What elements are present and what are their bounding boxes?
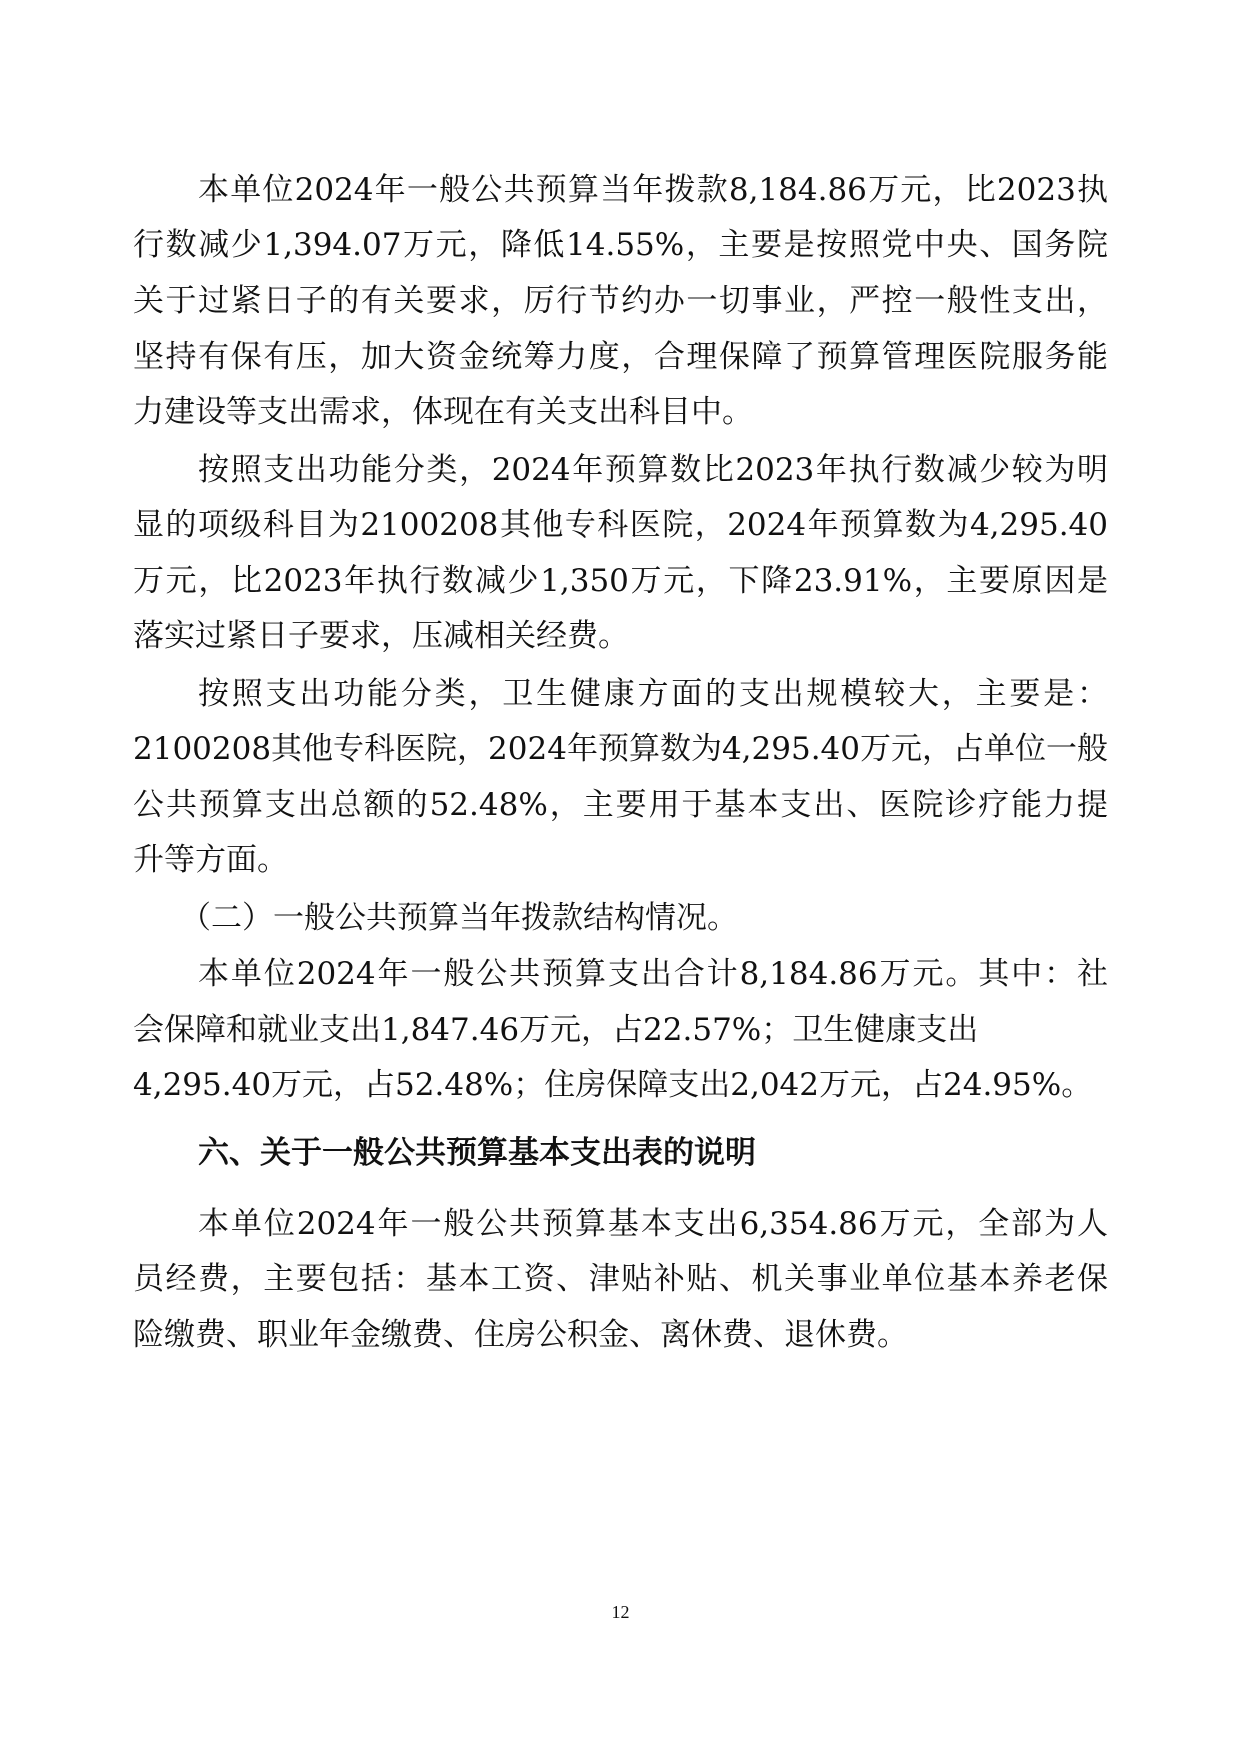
subsection-heading: （二）一般公共预算当年拨款结构情况。 — [180, 900, 738, 936]
paragraph-line: 关于过紧日子的有关要求，厉行节约办一切事业，严控一般性支出， — [133, 283, 1108, 319]
paragraph-line: 本单位2024年一般公共预算基本支出6,354.86万元，全部为人 — [198, 1206, 1108, 1242]
paragraph-line: 本单位2024年一般公共预算支出合计8,184.86万元。其中：社 — [198, 956, 1108, 992]
paragraph-line: 会保障和就业支出1,847.46万元，占22.57%；卫生健康支出 — [133, 1012, 979, 1048]
paragraph-line: 显的项级科目为2100208其他专科医院，2024年预算数为4,295.40 — [133, 507, 1108, 543]
paragraph-line: 按照支出功能分类，卫生健康方面的支出规模较大，主要是： — [198, 676, 1108, 712]
paragraph-line: 2100208其他专科医院，2024年预算数为4,295.40万元，占单位一般 — [133, 731, 1108, 767]
paragraph-line: 险缴费、职业年金缴费、住房公积金、离休费、退休费。 — [133, 1317, 908, 1353]
paragraph-line: 按照支出功能分类，2024年预算数比2023年执行数减少较为明 — [198, 452, 1108, 488]
paragraph-line: 公共预算支出总额的52.48%，主要用于基本支出、医院诊疗能力提 — [133, 787, 1108, 823]
paragraph-line: 行数减少1,394.07万元，降低14.55%，主要是按照党中央、国务院 — [133, 227, 1108, 263]
paragraph-line: 升等方面。 — [133, 842, 288, 878]
paragraph-line: 落实过紧日子要求，压减相关经费。 — [133, 618, 629, 654]
section-heading: 六、关于一般公共预算基本支出表的说明 — [198, 1135, 756, 1171]
paragraph-line: 力建设等支出需求，体现在有关支出科目中。 — [133, 394, 753, 430]
paragraph-line: 坚持有保有压，加大资金统筹力度，合理保障了预算管理医院服务能 — [133, 339, 1108, 375]
paragraph-line: 员经费，主要包括：基本工资、津贴补贴、机关事业单位基本养老保 — [133, 1261, 1108, 1297]
page-number: 12 — [611, 1602, 630, 1622]
paragraph-line: 万元，比2023年执行数减少1,350万元，下降23.91%，主要原因是 — [133, 563, 1108, 599]
paragraph-line: 本单位2024年一般公共预算当年拨款8,184.86万元，比2023执 — [198, 172, 1108, 208]
paragraph-line: 4,295.40万元，占52.48%；住房保障支出2,042万元，占24.95%。 — [133, 1067, 1093, 1103]
